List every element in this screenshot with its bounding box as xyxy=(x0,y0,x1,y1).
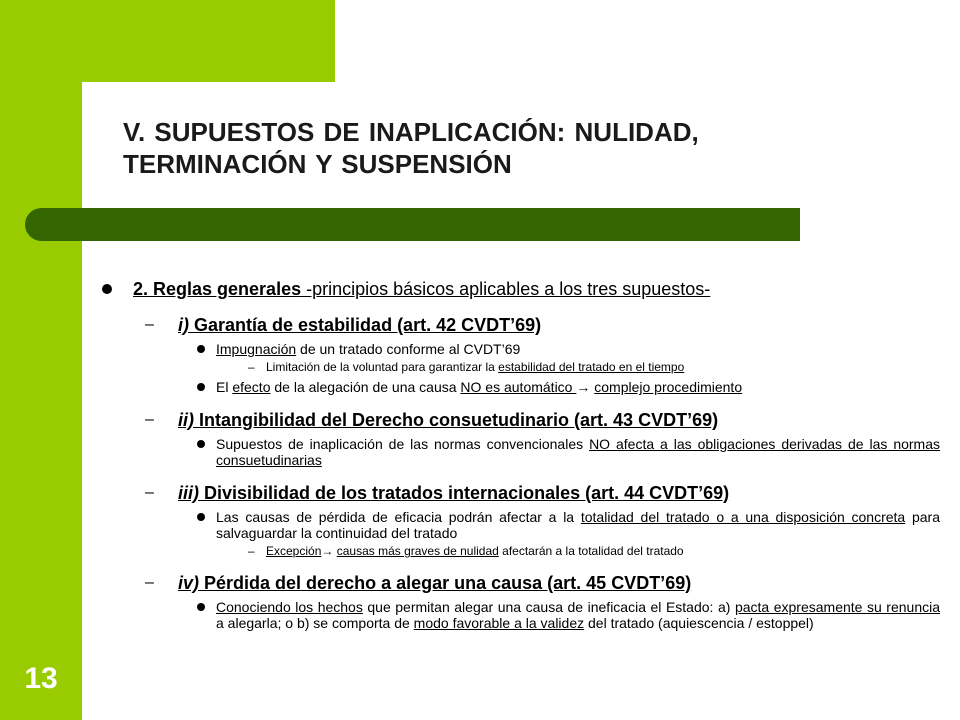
section-heading: – ii) Intangibilidad del Derecho consuetudinario (art. 43 CVDT’69) xyxy=(145,410,719,430)
section-point: Conociendo los hechos que permitan alegar una causa de ineficacia el Estado: a) pacta expresamente su renuncia a alegarla; o b) se comporta de modo favorable a la validez del tratado (aquiescencia / estoppel) xyxy=(100,599,940,631)
slide-number: 13 xyxy=(24,662,58,695)
bullet-icon xyxy=(197,440,205,448)
bullet-icon xyxy=(197,383,205,391)
bullet-icon xyxy=(102,284,112,294)
bullet-icon xyxy=(197,603,205,611)
arrow-icon: → xyxy=(576,379,595,395)
title-divider-bar xyxy=(25,208,800,241)
section-point: Impugnación de un tratado conforme al CVDT’69 xyxy=(100,341,940,357)
bullet-heading: 2. Reglas generales xyxy=(133,279,302,299)
top-green-block xyxy=(0,0,335,82)
section-heading: – i) Garantía de estabilidad (art. 42 CVDT’69) xyxy=(145,315,542,335)
section-subpoint: – Limitación de la voluntad para garantizar la estabilidad del tratado en el tiempo xyxy=(248,360,685,374)
main-bullet xyxy=(100,278,940,300)
section-point: El efecto de la alegación de una causa NO es automático → complejo procedimiento xyxy=(100,379,940,395)
slide-content xyxy=(100,278,940,631)
section-point: Supuestos de inaplicación de las normas convencionales NO afecta a las obligaciones derivadas de las normas consuetudinarias xyxy=(100,436,940,468)
arrow-icon: → xyxy=(321,544,337,558)
slide-title: V. SUPUESTOS DE INAPLICACIÓN: NULIDAD, TERMINACIÓN Y SUSPENSIÓN xyxy=(123,117,699,179)
section-heading: – iv) Pérdida del derecho a alegar una causa (art. 45 CVDT’69) xyxy=(145,573,692,593)
bullet-icon xyxy=(197,345,205,353)
section-point: Las causas de pérdida de eficacia podrán afectar a la totalidad del tratado o a una disposición concreta para salvaguardar la continuidad del tratado xyxy=(100,509,940,541)
left-green-band xyxy=(0,0,82,720)
section-heading: – iii) Divisibilidad de los tratados internacionales (art. 44 CVDT’69) xyxy=(145,483,730,503)
bullet-subheading: -principios básicos aplicables a los tres supuestos- xyxy=(301,279,711,299)
section-subpoint: – Excepción→ causas más graves de nulidad afectarán a la totalidad del tratado xyxy=(248,544,684,558)
bullet-icon xyxy=(197,513,205,521)
